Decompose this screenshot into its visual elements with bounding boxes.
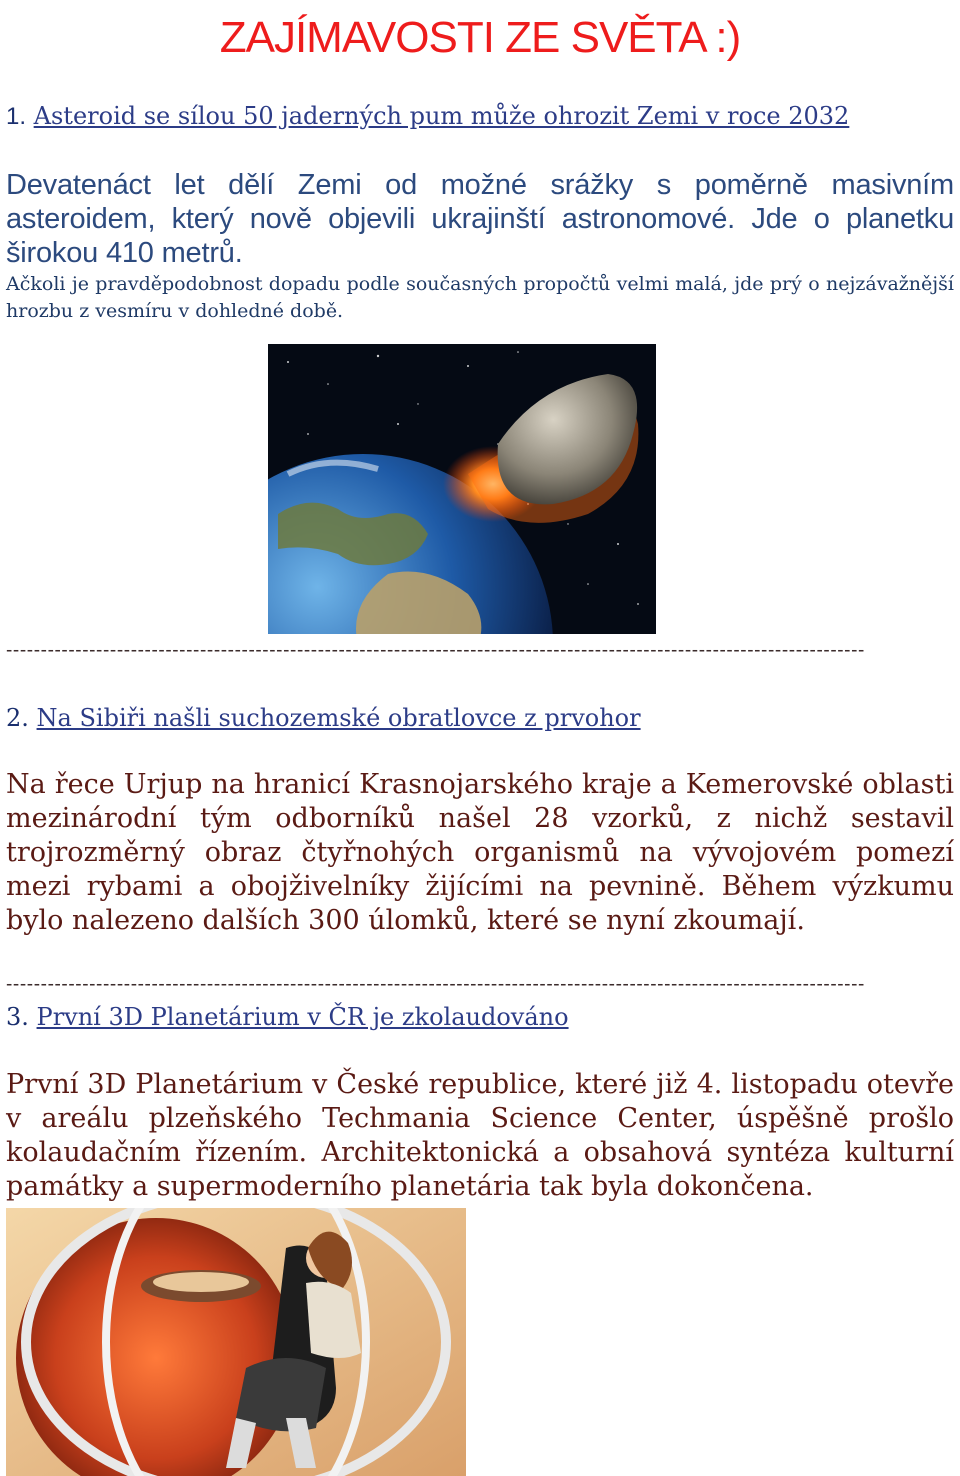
separator: ---------------------------------------------------------------------------------------------------------------------------- <box>6 974 865 995</box>
article-1-heading <box>6 101 849 132</box>
separator: ---------------------------------------------------------------------------------------------------------------------------- <box>6 640 865 661</box>
article-2-number: 2. <box>6 704 29 732</box>
article-3-heading <box>6 1002 569 1032</box>
article-3-number: 3. <box>6 1003 29 1031</box>
planetarium-photo <box>6 1208 466 1476</box>
article-2-link[interactable]: Na Sibiři našli suchozemské obratlovce z prvohor <box>36 704 641 732</box>
article-2-heading <box>6 703 641 733</box>
article-1-number: 1. <box>6 103 27 130</box>
article-3-link[interactable]: První 3D Planetárium v ČR je zkolaudováno <box>36 1003 569 1031</box>
article-2-lead: Na řece Urjup na hranicí Krasnojarského kraje a Kemerovské oblasti mezinárodní tým odborníků našel 28 vzorků, z nichž sestavil trojrozměrný obraz čtyřnohých organismů na vývojovém pomezí mezi rybami a obojživelníky žijícími na pevnině. Během výzkumu bylo nalezeno dalších 300 úlomků, které se nyní zkoumají. <box>6 769 954 936</box>
asteroid-earth-image <box>268 344 656 634</box>
page-title: ZAJÍMAVOSTI ZE SVĚTA :) <box>219 13 741 62</box>
article-3-lead: První 3D Planetárium v České republice, které již 4. listopadu otevře v areálu plzeňského Techmania Science Center, úspěšně prošlo kolaudačním řízením. Architektonická a obsahová syntéza kulturní památky a supermoderního planetária tak byla dokončena. <box>6 1069 954 1202</box>
article-1-body: Ačkoli je pravděpodobnost dopadu podle současných propočtů velmi malá, jde prý o nejzávažnější hrozbu z vesmíru v dohledné době. <box>6 273 954 322</box>
article-1-link[interactable]: Asteroid se sílou 50 jaderných pum může ohrozit Zemi v roce 2032 <box>33 102 850 130</box>
article-1-lead: Devatenáct let dělí Zemi od možné srážky s poměrně masivním asteroidem, který nově objevili ukrajinští astronomové. Jde o planetku širokou 410 metrů. <box>6 169 954 269</box>
